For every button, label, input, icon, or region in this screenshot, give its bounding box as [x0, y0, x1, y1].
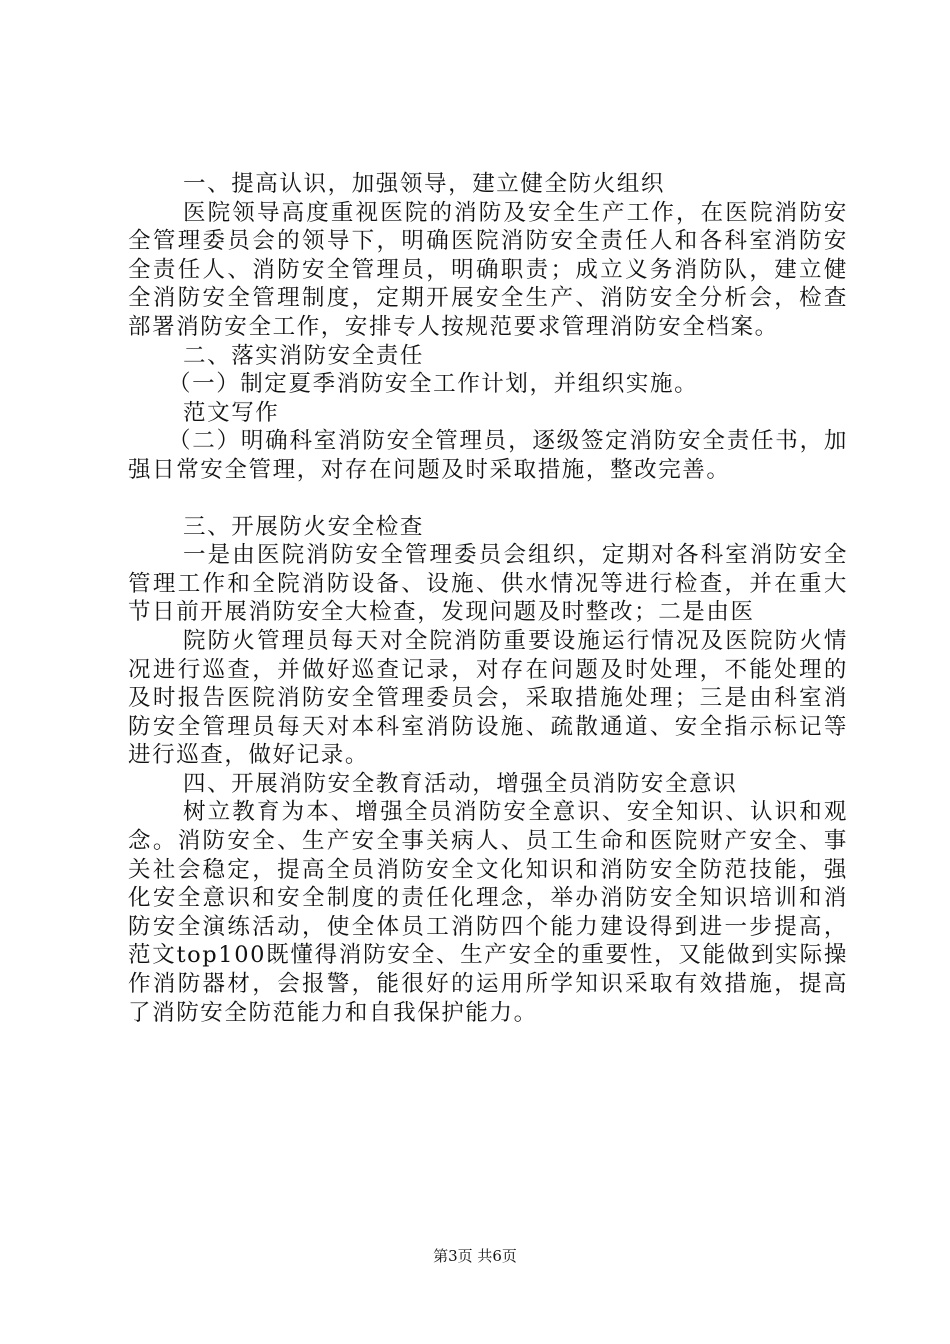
- section-heading-4: 四、开展消防安全教育活动，增强全员消防安全意识: [183, 770, 738, 797]
- document-body: [128, 170, 848, 1027]
- section-heading-2: 二、落实消防安全责任: [183, 342, 425, 369]
- paragraph-inspection-1: 一是由医院消防安全管理委员会组织，定期对各科室消防安全管理工作和全院消防设备、设施、供水情况等进行检查，并在重大节日前开展消防安全大检查，发现问题及时整改；二是由医: [128, 542, 848, 626]
- paragraph-fanwen-label: 范文写作: [183, 399, 280, 426]
- page-footer: [0, 1246, 950, 1266]
- paragraph-education: 树立教育为本、增强全员消防安全意识、安全知识、认识和观念。消防安全、生产安全事关病人、员工生命和医院财产安全、事关社会稳定，提高全员消防安全文化知识和消防安全防范技能，强化安全意识和安全制度的责任化理念，举办消防安全知识培训和消防安全演练活动，使全体员工消防四个能力建设得到进一步提高，范文top100既懂得消防安全、生产安全的重要性，又能做到实际操作消防器材，会报警，能很好的运用所学知识采取有效措施，提高了消防安全防范能力和自我保护能力。: [128, 799, 848, 1026]
- paragraph-responsibility: （二）明确科室消防安全管理员，逐级签定消防安全责任书，加强日常安全管理，对存在问题及时采取措施，整改完善。: [128, 428, 848, 483]
- paragraph-summer-plan: （一）制定夏季消防安全工作计划，并组织实施。: [168, 371, 699, 398]
- paragraph-leadership: 医院领导高度重视医院的消防及安全生产工作，在医院消防安全管理委员会的领导下，明确医院消防安全责任人和各科室消防安全责任人、消防安全管理员，明确职责；成立义务消防队，建立健全消防安全管理制度，定期开展安全生产、消防安全分析会，检查部署消防安全工作，安排专人按规范要求管理消防安全档案。: [128, 199, 848, 340]
- paragraph-inspection-2: 院防火管理员每天对全院消防重要设施运行情况及医院防火情况进行巡查，并做好巡查记录，对存在问题及时处理，不能处理的及时报告医院消防安全管理委员会，采取措施处理；三是由科室消防安全管理员每天对本科室消防设施、疏散通道、安全指示标记等进行巡查，做好记录。: [128, 627, 848, 769]
- page-indicator: 第3页 共6页: [433, 1247, 517, 1265]
- section-heading-1: 一、提高认识，加强领导，建立健全防火组织: [183, 171, 666, 197]
- section-heading-3: 三、开展防火安全检查: [183, 513, 425, 540]
